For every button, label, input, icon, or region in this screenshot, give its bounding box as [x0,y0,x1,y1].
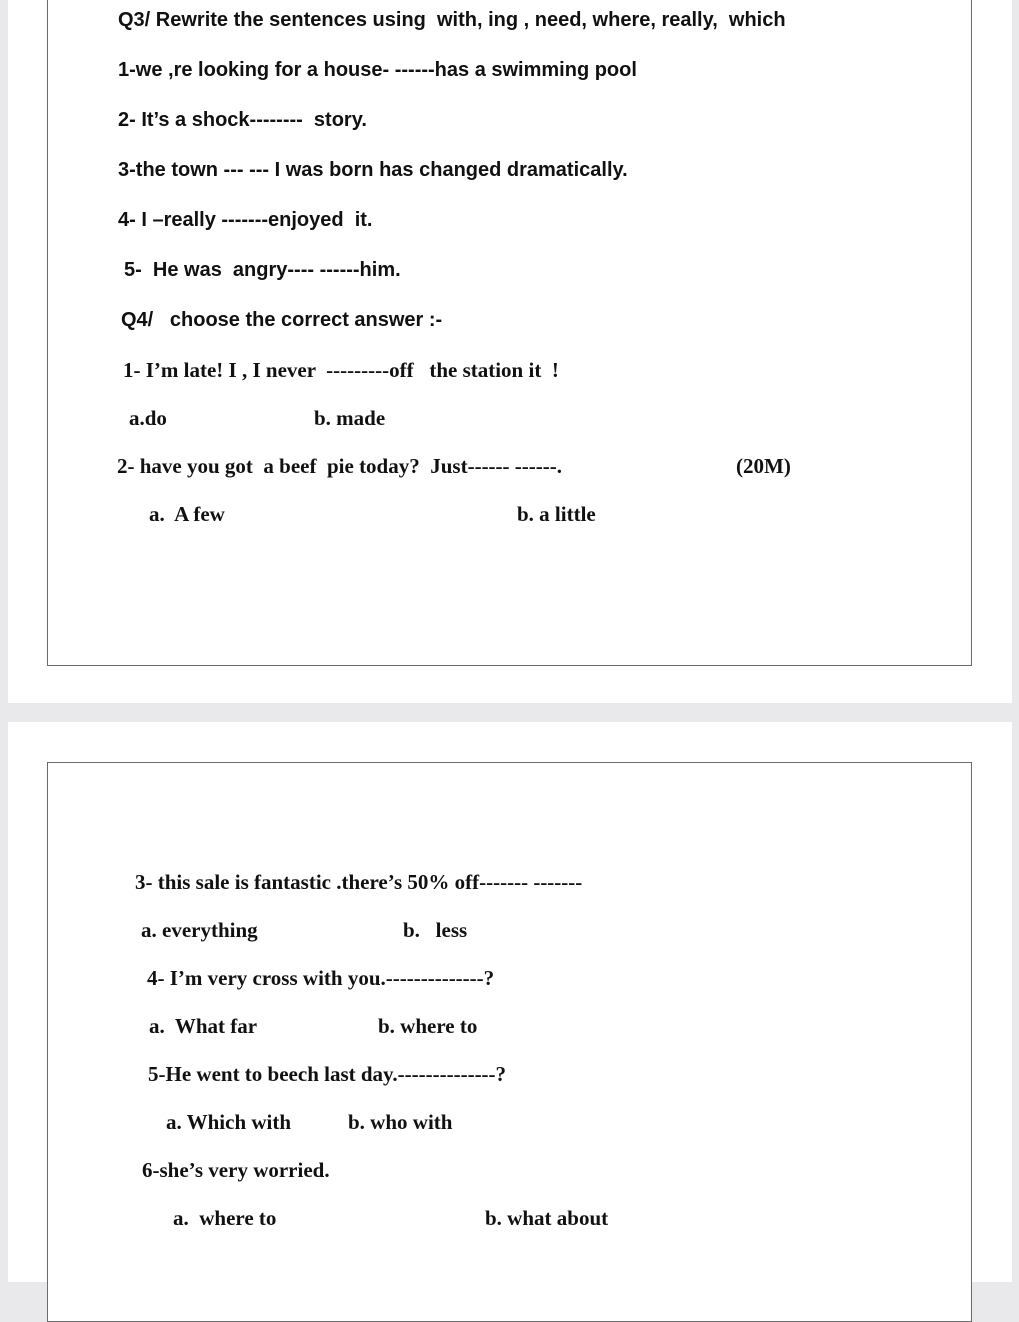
q3-item-5: 5- He was angry---- ------him. [124,259,401,281]
q3-item-2: 2- It’s a shock-------- story. [118,109,367,131]
q4-question-2: 2- have you got a beef pie today? Just------ ------. [117,454,562,478]
q4-q5-option-a: a. Which with [166,1110,292,1134]
q4-q6-option-b: b. what about [485,1206,609,1230]
q4-question-3: 3- this sale is fantastic .there’s 50% off------- ------- [135,870,583,894]
q3-item-3: 3-the town --- --- I was born has changed dramatically. [118,159,628,181]
question-box-1 [47,0,972,666]
q4-q6-option-a: a. where to [173,1206,277,1230]
worksheet-page-1 [8,0,1012,703]
q4-question-6: 6-she’s very worried. [142,1158,330,1182]
q4-question-4: 4- I’m very cross with you.--------------? [147,966,495,990]
worksheet-page-2 [8,722,1012,1282]
q4-q3-option-b: b. less [403,918,468,942]
q4-q3-option-a: a. everything [141,918,258,942]
q4-q5-option-b: b. who with [348,1110,453,1134]
q4-q2-option-b: b. a little [517,502,596,526]
q4-q1-option-b: b. made [314,406,386,430]
q4-question-1: 1- I’m late! I , I never ---------off the station it ! [123,358,559,382]
q3-item-4: 4- I –really -------enjoyed it. [118,209,373,231]
question-box-2 [47,762,972,1322]
q4-heading: Q4/ choose the correct answer :- [121,309,443,331]
q3-item-1: 1-we ,re looking for a house- ------has a swimming pool [118,59,637,81]
q4-question-5: 5-He went to beech last day.--------------? [148,1062,507,1086]
q4-q2-option-a: a. A few [149,502,225,526]
q3-heading: Q3/ Rewrite the sentences using with, ing , need, where, really, which [118,9,786,31]
q4-q1-option-a: a.do [129,406,167,430]
marks-label: (20M) [736,454,791,478]
q4-q4-option-a: a. What far [149,1014,258,1038]
q4-q4-option-b: b. where to [378,1014,478,1038]
